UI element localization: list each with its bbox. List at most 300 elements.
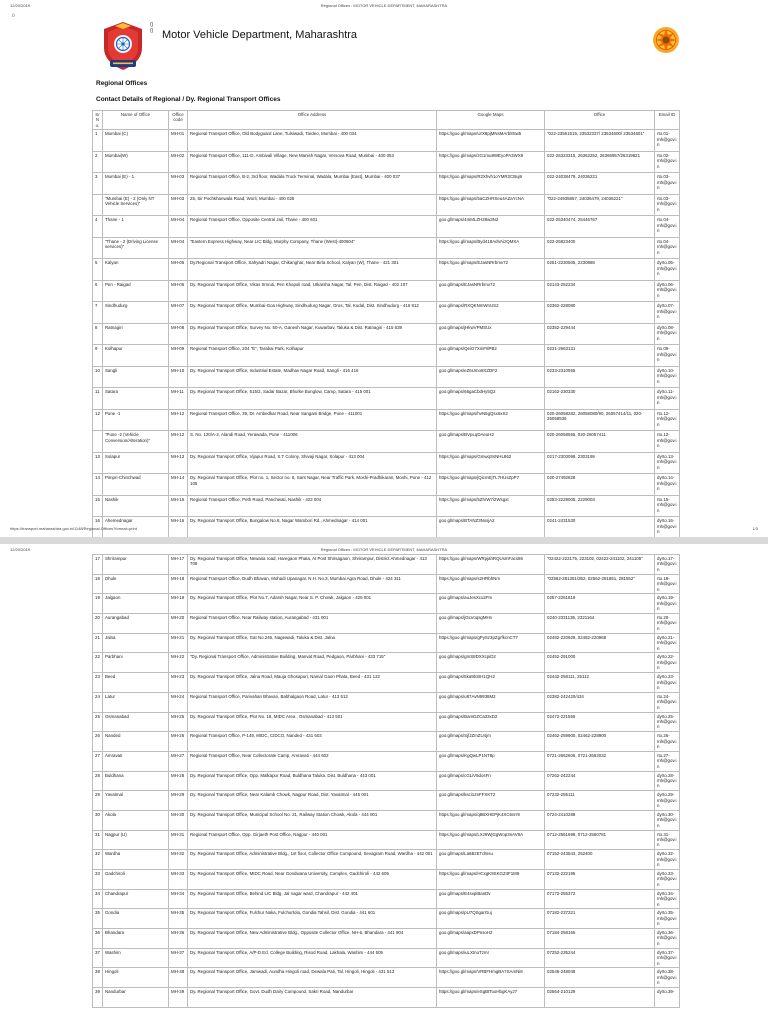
col-header-name: Name of Office [103, 111, 169, 130]
cell-google-maps-link[interactable]: goo.gl/maps/RXQKNmWnUS2 [437, 302, 545, 324]
cell-office-code: MH-27 [169, 751, 188, 771]
cell-google-maps-link[interactable]: goo.gl/maps/gmS8DXXcpiD2 [437, 653, 545, 673]
table-row [93, 452, 680, 474]
cell-email[interactable]: dyrto.29-mh@gov.in [655, 791, 680, 811]
cell-google-maps-link[interactable]: https://goo.gl/maps/s2HRbhNrs [437, 574, 545, 594]
regional-offices-table [92, 110, 680, 539]
table-row [93, 830, 680, 850]
cell-email[interactable]: rto.02-mh@gov.in [655, 151, 680, 173]
cell-office-code: MH-29 [169, 791, 188, 811]
cell-office-name: Nanded [103, 732, 169, 752]
cell-office-phone: 0712-2561698, 0712-2560781 [545, 830, 655, 850]
cell-office-name: Pen - Raigad [103, 280, 169, 302]
cell-google-maps-link[interactable]: goo.gl/maps/cGLiV5dosFn [437, 771, 545, 791]
table-row [93, 237, 680, 259]
cell-office-address: Regional Transport Office, Opp. Girjaeth Post Office, Nagpur - 440 001 [188, 830, 437, 850]
cell-office-address: Regional Transport Office, Peth Road, Panchwati, Nashik - 422 004 [188, 495, 437, 517]
table-row [93, 968, 680, 988]
cell-office-code: MH-13 [169, 452, 188, 474]
cell-sr-no: 10 [93, 366, 103, 388]
table-row [93, 194, 680, 216]
cell-office-phone: 02382-242420/434 [545, 692, 655, 712]
cell-email[interactable]: rto.20-mh@gov.in [655, 614, 680, 634]
cell-office-code: MH-14 [169, 474, 188, 496]
cell-sr-no: 2 [93, 151, 103, 173]
cell-sr-no: 36 [93, 929, 103, 949]
cell-office-address: Regional Transport Office, P-149, MIDC, CIDCO, Nanded - 431 603 [188, 732, 437, 752]
cell-email[interactable]: rto.03-mh@gov.in [655, 173, 680, 195]
cell-office-code: MH-16 [169, 517, 188, 539]
cell-office-address: Dy. Regional Transport Office, Govt. Dudh Dairy Compound, Sakri Road, Nandurbar [188, 988, 437, 1008]
cell-email[interactable]: dyrto.11-mh@gov.in [655, 388, 680, 410]
cell-office-name: Hingoli [103, 968, 169, 988]
cell-google-maps-link[interactable]: https://goo.gl/maps/GmwqSsNHL862 [437, 452, 545, 474]
cell-email[interactable]: rto.18-mh@gov.in [655, 574, 680, 594]
cell-office-name: Nandurbar [103, 988, 169, 1008]
cell-office-address: "Eastern Express Highway, Near LIC Bldg, Murphy Company, Thane (West)-400604" [188, 237, 437, 259]
cell-google-maps-link[interactable]: https://goo.gl/maps/5ZhrW7i2Wsgxt [437, 495, 545, 517]
table-row [93, 712, 680, 732]
cell-office-phone: 07262-242244 [545, 771, 655, 791]
cell-office-code: MH-32 [169, 850, 188, 870]
cell-email[interactable]: rto.27-mh@gov.in [655, 751, 680, 771]
cell-office-address: Regional Transport Office, 204 "E", Tarabai Park, Kolhapur [188, 345, 437, 367]
table-row [93, 474, 680, 496]
cell-google-maps-link[interactable]: https://goo.gl/maps/gPySz3pZgrfkcnCT7 [437, 633, 545, 653]
cell-google-maps-link[interactable]: goo.gl/maps/BTANZ3NxsjA2 [437, 517, 545, 539]
cell-office-name: Buldhana [103, 771, 169, 791]
table-row [93, 302, 680, 324]
cell-sr-no: 33 [93, 870, 103, 890]
cell-office-phone: 022-25340474, 25446767 [545, 216, 655, 238]
cell-office-name: Aurangabad [103, 614, 169, 634]
cell-office-code: MH-22 [169, 653, 188, 673]
cell-office-address: Dy. Regional Transport Office, Industrial Estate, Madhav Nagar Road, Sangli - 416 416 [188, 366, 437, 388]
cell-office-address: Dy. Regional Transport Office, Jamwadi, Aundha Hingoli road, Dewala Pati, Tal. Hingoli, Hingoli - 431 513 [188, 968, 437, 988]
cell-sr-no: 34 [93, 889, 103, 909]
table-row [93, 692, 680, 712]
cell-office-phone: 02362-228080 [545, 302, 655, 324]
cell-email[interactable]: dyrto.25-mh@gov.in [655, 712, 680, 732]
cell-office-name: Yavatmal [103, 791, 169, 811]
cell-google-maps-link[interactable]: https://goo.gl/maps/WRpjahRQUsmFacs86 [437, 555, 545, 575]
cell-office-phone: 02442-258111, 25112 [545, 673, 655, 693]
cell-office-code: MH-30 [169, 810, 188, 830]
cell-sr-no: 26 [93, 732, 103, 752]
cell-office-code: MH-11 [169, 388, 188, 410]
cell-email[interactable]: dyrto.06-mh@gov.in [655, 280, 680, 302]
cell-sr-no: 31 [93, 830, 103, 850]
cell-office-code: MH-39 [169, 988, 188, 1008]
table-row [93, 130, 680, 152]
cell-google-maps-link[interactable]: goo.gl/maps/jHkwVPMSUx [437, 323, 545, 345]
cell-email[interactable]: rto.09-mh@gov.in [655, 345, 680, 367]
table-body [93, 130, 680, 539]
print-footer [10, 526, 758, 534]
cell-sr-no: 9 [93, 345, 103, 367]
print-url: https://transport.maharashtra.gov.in/1148/Regional-Offices?format=print [10, 526, 137, 531]
cell-office-name: Akola [103, 810, 169, 830]
cell-email[interactable]: rto.31-mh@gov.in [655, 830, 680, 850]
section-heading: Regional Offices [96, 80, 148, 87]
cell-office-code: MH-12 [169, 409, 188, 431]
regional-offices-table-continued [92, 554, 680, 1008]
table-row [93, 366, 680, 388]
cell-office-phone: 0253-2229005, 2229003 [545, 495, 655, 517]
cell-office-name: Osmanabad [103, 712, 169, 732]
cell-google-maps-link[interactable]: https://goo.gl/maps/5aCZHRSeu4AZaYcNA [437, 194, 545, 216]
cell-google-maps-link[interactable]: goo.gl/maps/E4sxpiBanDv [437, 889, 545, 909]
cell-google-maps-link[interactable]: goo.gl/maps/BVpLqDAeuH2 [437, 431, 545, 453]
cell-google-maps-link[interactable]: goo.gl/maps/BamDZCa33xD2 [437, 712, 545, 732]
cell-email[interactable]: dyrto.32-mh@gov.in [655, 850, 680, 870]
cell-google-maps-link[interactable]: https://goo.gl/maps/hvN5gQsx6xS2 [437, 409, 545, 431]
cell-office-code: MH-34 [169, 889, 188, 909]
cell-office-name: Gondia [103, 909, 169, 929]
cell-email[interactable]: rto.12-mh@gov.in [655, 431, 680, 453]
cell-office-phone: 0233-2310555 [545, 366, 655, 388]
cell-office-address: Regional Transport Office, Near Railway station, Aurangabad - 431 001 [188, 614, 437, 634]
cell-office-name: Pimpri-Chinchwad [103, 474, 169, 496]
table-row [93, 909, 680, 929]
cell-sr-no: 16 [93, 517, 103, 539]
cell-office-address: Dy. Regional Transport Office, MIDC Road, Near Gondwana University, Complex, Gadchiroli - 442 605 [188, 870, 437, 890]
cell-email[interactable]: dyrto.35-mh@gov.in [655, 909, 680, 929]
cell-office-address: Regional Transport Office, Old Bodyguard Lane, Tulsiwadi, Tardeo, Mumbai - 400 034 [188, 130, 437, 152]
cell-email[interactable]: dyrto.21-mh@gov.in [655, 633, 680, 653]
col-header-sr: Sr No. [93, 111, 103, 130]
cell-office-address: Dy. Regional Transport Office, Vikas Smruti, Pen Khopoli road, Utkarsha Nagar, Tal. Pen, Dist. Raigad - 402 107 [188, 280, 437, 302]
cell-google-maps-link[interactable]: https://goo.gl/maps/jQicmEjTL7HUsZpP7 [437, 474, 545, 496]
cell-sr-no: 37 [93, 948, 103, 968]
table-row [93, 870, 680, 890]
cell-office-phone: 02462-259900, 02462-228900 [545, 732, 655, 752]
site-title: Motor Vehicle Department, Maharashtra [162, 29, 358, 41]
table-row [93, 555, 680, 575]
cell-google-maps-link[interactable]: goo.gl/maps/u87AvN9938M2 [437, 692, 545, 712]
cell-google-maps-link[interactable]: goo.gl/maps/auJesXcu2Fm [437, 594, 545, 614]
language-link-2[interactable]: () [150, 28, 154, 34]
cell-email[interactable]: rto.01-mh@gov.in [655, 130, 680, 152]
cell-office-address: Dy. Regional Transport Office, Gat No.246, Nagewadi, Taluka & Dist. Jalna [188, 633, 437, 653]
cell-google-maps-link[interactable]: https://goo.gl/maps/HCxgK9SKGZ4F1M9 [437, 870, 545, 890]
cell-email[interactable]: dyrto.22-mh@gov.in [655, 653, 680, 673]
cell-office-code: MH-01 [169, 130, 188, 152]
cell-office-phone: 07132-222195 [545, 870, 655, 890]
cell-email[interactable]: dyrto.28-mh@gov.in [655, 771, 680, 791]
cell-office-phone: 07232-255111 [545, 791, 655, 811]
cell-office-address: Dy. Regional Transport Office, Newasa road, Haregaon Phata, At Post Shirsagaon, Shrirampur, District Ahmednagar - 413 709 [188, 555, 437, 575]
cell-office-code: MH-15 [169, 495, 188, 517]
col-header-email: Email ID [655, 111, 680, 130]
cell-email[interactable]: rto.04-mh@gov.in [655, 237, 680, 259]
cell-sr-no: 15 [93, 495, 103, 517]
cell-google-maps-link[interactable]: goo.gl/maps/EJasNRrbmv72 [437, 280, 545, 302]
cell-sr-no: 17 [93, 555, 103, 575]
cell-office-name: Ratnagiri [103, 323, 169, 345]
table-row [93, 495, 680, 517]
cell-google-maps-link[interactable]: goo.gl/maps/SjfJZmZU4jm [437, 732, 545, 752]
cell-google-maps-link[interactable]: goo.gl/maps/5ka9bStH1QH2 [437, 673, 545, 693]
cell-office-code: MH-33 [169, 870, 188, 890]
cell-email[interactable]: rto.03-mh@gov.in [655, 194, 680, 216]
cell-office-code: MH-26 [169, 732, 188, 752]
cell-office-name: Dhule [103, 574, 169, 594]
cell-office-code: MH-23 [169, 673, 188, 693]
cell-office-address: Dy. Regional Transport Office, Plot No.7, Adarsh Nagar, Near S. P. Chowk, Jalgaon - 425 001 [188, 594, 437, 614]
cell-office-code: MH-04 [169, 216, 188, 238]
cell-office-address: Dy. Regional Transport Office, Plot no. 1, Sector no. 6, Sant Nagar, Near Traffic Park, Moshi-Pradhikaran, Moshi, Pune - 412 105 [188, 474, 437, 496]
cell-sr-no: 29 [93, 791, 103, 811]
cell-office-phone: 0724-2410288 [545, 810, 655, 830]
cell-office-code: MH-19 [169, 594, 188, 614]
cell-office-name: Ahemednagar [103, 517, 169, 539]
cell-office-phone: 02352-229444 [545, 323, 655, 345]
cell-office-name: Latur [103, 692, 169, 712]
cell-office-name: Nashik [103, 495, 169, 517]
cell-google-maps-link[interactable]: goo.gl/maps/4mMLZH28w3N2 [437, 216, 545, 238]
cell-office-address: Dy. Regional Transport Office, Plot No. 18, MIDC Area , Osmanabad - 413 501 [188, 712, 437, 732]
cell-office-address: Regional Transport Office, B-2, 3rd floor, Wadala Truck Terminal, Wadala, Mumbai (East), Mumbai - 400 037 [188, 173, 437, 195]
cell-google-maps-link[interactable]: goo.gl/maps/jGLVoqsgMHn [437, 614, 545, 634]
cell-google-maps-link[interactable]: https://goo.gl/maps/eSgBtTooHbgKAyJ7 [437, 988, 545, 1008]
cell-google-maps-link[interactable]: https://goo.gl/maps/zG1mu8WEyoPA3WX8 [437, 151, 545, 173]
cell-email[interactable]: rto.26-mh@gov.in [655, 732, 680, 752]
cell-office-name: Shrirampur [103, 555, 169, 575]
cell-email[interactable]: dyrto.34-mh@gov.in [655, 889, 680, 909]
cell-email[interactable]: rto.04-mh@gov.in [655, 216, 680, 238]
cell-office-phone: 020-26058555, 020-26057411 [545, 431, 655, 453]
cell-office-code: MH-04 [169, 237, 188, 259]
table-row [93, 988, 680, 1008]
cell-email[interactable]: dyrto.19-mh@gov.in [655, 594, 680, 614]
cell-google-maps-link[interactable]: https://goo.gl/maps/UrX8pjMNsMArb8Sw5 [437, 130, 545, 152]
col-header-code: Office code [169, 111, 188, 130]
table-row [93, 810, 680, 830]
cell-google-maps-link[interactable]: goo.gl/maps/ksci12nFFXKT2 [437, 791, 545, 811]
cell-email[interactable]: dyrto.13-mh@gov.in [655, 452, 680, 474]
cell-office-code: MH-02 [169, 151, 188, 173]
cell-office-code: MH-12 [169, 431, 188, 453]
cell-office-phone: 02472-221555 [545, 712, 655, 732]
cell-email[interactable]: dyrto.05-mh@gov.in [655, 259, 680, 281]
cell-office-phone: 02564-210129 [545, 988, 655, 1008]
cell-office-name: Solapur [103, 452, 169, 474]
cell-office-name: Nagpur (U) [103, 830, 169, 850]
cell-sr-no: 28 [93, 771, 103, 791]
cell-sr-no [93, 431, 103, 453]
cell-email[interactable]: dyrto.38-mh@gov.in [655, 968, 680, 988]
cell-office-code: MH-24 [169, 692, 188, 712]
cell-email[interactable]: rto.15-mh@gov.in [655, 495, 680, 517]
cell-sr-no: 24 [93, 692, 103, 712]
cell-sr-no: 18 [93, 574, 103, 594]
cell-office-name: Kalyan [103, 259, 169, 281]
cell-office-address: Dy. Regional Transport Office, New Administrative Bldg., Opposite Collector Office, NH-6, Bhandara - 441 904 [188, 929, 437, 949]
cell-office-address: Regional Transport Office, 111-D, Ambivali Village, New Manish Nagar, Versova Road, Mumbai - 400 053 [188, 151, 437, 173]
cell-sr-no: 32 [93, 850, 103, 870]
print-doc-title-2: Regional Offices : MOTOR VEHICLE DEPARTMENT, MAHARASHTRA [320, 547, 448, 552]
cell-office-address: Dy. Regional Transport Office, Mumbai-Goa Highway, Sindhudurg Nagar, Oros, Tal. Kudal, Dist. Sindhudurg - 416 812 [188, 302, 437, 324]
col-header-maps: Google Maps [437, 111, 545, 130]
cell-sr-no: 4 [93, 216, 103, 238]
cell-google-maps-link[interactable]: goo.gl/maps/KgQwLP1NT8p [437, 751, 545, 771]
table-row [93, 850, 680, 870]
cell-google-maps-link[interactable]: goo.gl/maps/pU7QSgarGuj [437, 909, 545, 929]
cell-office-address: Dy. Regional Transport Office, Survey No. 50-A, Ganesh Nagar, Kuwarbav, Taluka & Dist. Ratnagiri - 415 639 [188, 323, 437, 345]
cell-office-phone: 0231-2663131 [545, 345, 655, 367]
cell-office-code: MH-28 [169, 771, 188, 791]
cell-office-address: Dy. Regional Transport Office, Municipal School No. 21, Railway Station Chowk, Akola - 444 001 [188, 810, 437, 830]
cell-sr-no: 11 [93, 388, 103, 410]
cell-office-code: MH-31 [169, 830, 188, 850]
table-row [93, 633, 680, 653]
cell-office-name: Thane - 1 [103, 216, 169, 238]
section-subheading: Contact Details of Regional / Dy. Regional Transport Offices [96, 96, 281, 103]
cell-email[interactable]: dyrto.30-mh@gov.in [655, 810, 680, 830]
cell-google-maps-link[interactable]: https://goo.gl/maps/EJasNRrbmv72 [437, 259, 545, 281]
cell-office-phone: 020-26058282, 26058080/90, 26057414/11, 020-26058536 [545, 409, 655, 431]
cell-sr-no: 19 [93, 594, 103, 614]
cell-office-phone: 02452-291000 [545, 653, 655, 673]
cell-sr-no: 3 [93, 173, 103, 195]
cell-office-name: Bhandara [103, 929, 169, 949]
table-row [93, 151, 680, 173]
cell-office-name: Kolhapur [103, 345, 169, 367]
cell-sr-no [93, 237, 103, 259]
cell-google-maps-link[interactable]: goo.gl/maps/QeiG7XmF8PB2 [437, 345, 545, 367]
cell-email[interactable]: dyrto.37-mh@gov.in [655, 948, 680, 968]
cell-email[interactable]: dyrto.33-mh@gov.in [655, 870, 680, 890]
cell-google-maps-link[interactable]: goo.gl/maps/La6BzETdmsu [437, 850, 545, 870]
cell-google-maps-link[interactable]: goo.gl/maps/iuLXtnuTzmr [437, 948, 545, 968]
print-page-2 [0, 544, 768, 1024]
cell-email[interactable]: dyrto.36-mh@gov.in [655, 929, 680, 949]
cell-office-address: Regional Transport Office, Dudh Bhavan, Mohadi Upanagar, N.H. No.3, Mumbai Agra Road, Dhule - 424 311 [188, 574, 437, 594]
cell-office-address: Dy.Regional Transport Office, Sahyadri Nagar, Chikanghar, Near Birla School, Kalyan (W), Thane - 421 301 [188, 259, 437, 281]
cell-office-address: Regional Transport Office, Opposite Central Jail, Thane - 400 601 [188, 216, 437, 238]
cell-office-address: Dy. Regional Transport Office, Vijapur Road, S.T Colony, Shivaji Nagar, Solapur - 413 004 [188, 452, 437, 474]
cell-google-maps-link[interactable]: goo.gl/maps/eZ6Umo8XZDF2 [437, 366, 545, 388]
language-link-1[interactable]: () [150, 22, 154, 28]
cell-google-maps-link[interactable]: https://goo.gl/maps/VRBFHmgBA7SAmNi8 [437, 968, 545, 988]
cell-office-address: Dy. Regional Transport Office, Administrative Bldg., 1st floor, Collector Office Compound, Sevagram Road, Wardha - 442 001 [188, 850, 437, 870]
cell-sr-no [93, 194, 103, 216]
cell-office-name: Mumbai(W) [103, 151, 169, 173]
table-row [93, 216, 680, 238]
cell-office-name: "Thane - 2 (Driving License services)" [103, 237, 169, 259]
cell-office-address: Regional Transport Office, Near Collectorate Camp, Amravati - 444 602 [188, 751, 437, 771]
cell-office-address: 25, Sir Pochkhanwala Road, Worli, Mumbai - 400 025 [188, 194, 437, 216]
cell-email[interactable]: dyrto.08-mh@gov.in [655, 323, 680, 345]
cell-office-name: Mumbai (E) - 1 [103, 173, 169, 195]
print-date-2: 12/20/2019 [10, 547, 31, 552]
table-row [93, 409, 680, 431]
mvd-emblem-logo [98, 20, 148, 72]
cell-office-address: Dy. Regional Transport Office, Bungalow No.8, Nagar Wambori Rd., Ahmednagar - 414 001 [188, 517, 437, 539]
cell-office-name: Washim [103, 948, 169, 968]
table-row [93, 889, 680, 909]
cell-office-code: MH-18 [169, 574, 188, 594]
cell-sr-no: 8 [93, 323, 103, 345]
corner-mark: () [12, 12, 15, 17]
cell-email[interactable]: dyrto.39- [655, 988, 680, 1008]
cell-email[interactable]: dyrto.17-mh@gov.in [655, 555, 680, 575]
cell-sr-no: 39 [93, 988, 103, 1008]
language-links[interactable] [150, 22, 153, 34]
cell-office-code: MH-38 [169, 968, 188, 988]
table-row [93, 771, 680, 791]
table-row [93, 653, 680, 673]
cell-office-name: Chandrapur [103, 889, 169, 909]
cell-office-address: Dy. Regional Transport Office, 515/2, Sadar Bazar, Bhurke Bunglow, Camp, Satara - 415 001 [188, 388, 437, 410]
cell-sr-no: 14 [93, 474, 103, 496]
cell-sr-no: 30 [93, 810, 103, 830]
cell-office-phone: 022-25823400 [545, 237, 655, 259]
cell-office-name: Mumbai (C) [103, 130, 169, 152]
cell-email[interactable]: rto.12-mh@gov.in [655, 409, 680, 431]
cell-office-address: Dy. Regional Transport Office, Jalna Road, Mauja Ghosapuri, Namal Gaon Phata, Beed - 431 122 [188, 673, 437, 693]
table-row [93, 173, 680, 195]
cell-office-phone: 022-26323315, 26362252, 26366957/26319821 [545, 151, 655, 173]
table-body-2 [93, 555, 680, 1008]
cell-office-phone: "022-24935857, 24036479, 24036221" [545, 194, 655, 216]
print-date: 12/20/2019 [10, 3, 31, 8]
cell-office-address: Regional Transport Office, 39, Dr. Ambedkar Road, Near Sangam Bridge, Pune - 411001 [188, 409, 437, 431]
cell-office-code: MH-35 [169, 909, 188, 929]
cell-office-name: Pune -1 [103, 409, 169, 431]
cell-office-phone: 07152-243543, 252400 [545, 850, 655, 870]
print-doc-title: Regional Offices : MOTOR VEHICLE DEPARTMENT, MAHARASHTRA [320, 3, 448, 8]
cell-office-name: Beed [103, 673, 169, 693]
cell-google-maps-link[interactable]: https://goo.gl/maps/Byd418AdVAizQMXA [437, 237, 545, 259]
cell-google-maps-link[interactable]: https://goo.gl/maps/q8BXHEPjK4XC6nrr9 [437, 810, 545, 830]
cell-sr-no: 21 [93, 633, 103, 653]
cell-office-phone: 07182-237321 [545, 909, 655, 929]
cell-office-code: MH-25 [169, 712, 188, 732]
cell-email[interactable]: dyrto.07-mh@gov.in [655, 302, 680, 324]
cell-office-name: Gadchiroli [103, 870, 169, 890]
cell-office-name: "Pune -2 (Vehicle Conversion/Alteration)" [103, 431, 169, 453]
cell-google-maps-link[interactable]: https://goo.gl/maps/R2Xhvh1oYMR2CBuj9 [437, 173, 545, 195]
cell-office-phone: 020-27492828 [545, 474, 655, 496]
cell-office-code: MH-05 [169, 259, 188, 281]
cell-email[interactable]: dyrto.23-mh@gov.in [655, 673, 680, 693]
cell-sr-no: 1 [93, 130, 103, 152]
cell-email[interactable]: dyrto.16-mh@gov.in [655, 517, 680, 539]
cell-google-maps-link[interactable]: goo.gl/maps/aapxDPnsoH2 [437, 929, 545, 949]
cell-office-phone: 0257-2261819 [545, 594, 655, 614]
cell-office-name: Wardha [103, 850, 169, 870]
cell-office-phone: 0217-2303099, 2303199 [545, 452, 655, 474]
cell-office-name: Sangli [103, 366, 169, 388]
cell-office-address: Regional Transport Office, Parivahan Bhavan, Babhalgaon Road, Latur - 413 512 [188, 692, 437, 712]
cell-office-name: Amravati [103, 751, 169, 771]
cell-email[interactable]: dyrto.14-mh@gov.in [655, 474, 680, 496]
cell-office-code: MH-36 [169, 929, 188, 949]
cell-google-maps-link[interactable]: goo.gl/maps/66gaCbdHy5Q2 [437, 388, 545, 410]
table-row [93, 732, 680, 752]
cell-office-phone: "02562-281351/352, 02562-281851, 281552" [545, 574, 655, 594]
cell-office-name: Sindhudurg [103, 302, 169, 324]
cell-email[interactable]: dyrto.10-mh@gov.in [655, 366, 680, 388]
cell-office-address: Dy. Regional Transport Office, Fulchur Naka, Fulchurtola, Gondia Tahsil, Dist. Gondia - 441 601 [188, 909, 437, 929]
cell-office-phone: 07252-235244 [545, 948, 655, 968]
cell-office-name: Jalgaon [103, 594, 169, 614]
cell-office-code: MH-06 [169, 280, 188, 302]
cell-google-maps-link[interactable]: https://goo.gl/maps/LXz9WjGgWop3nAV9A [437, 830, 545, 850]
cell-email[interactable]: rto.24-mh@gov.in [655, 692, 680, 712]
